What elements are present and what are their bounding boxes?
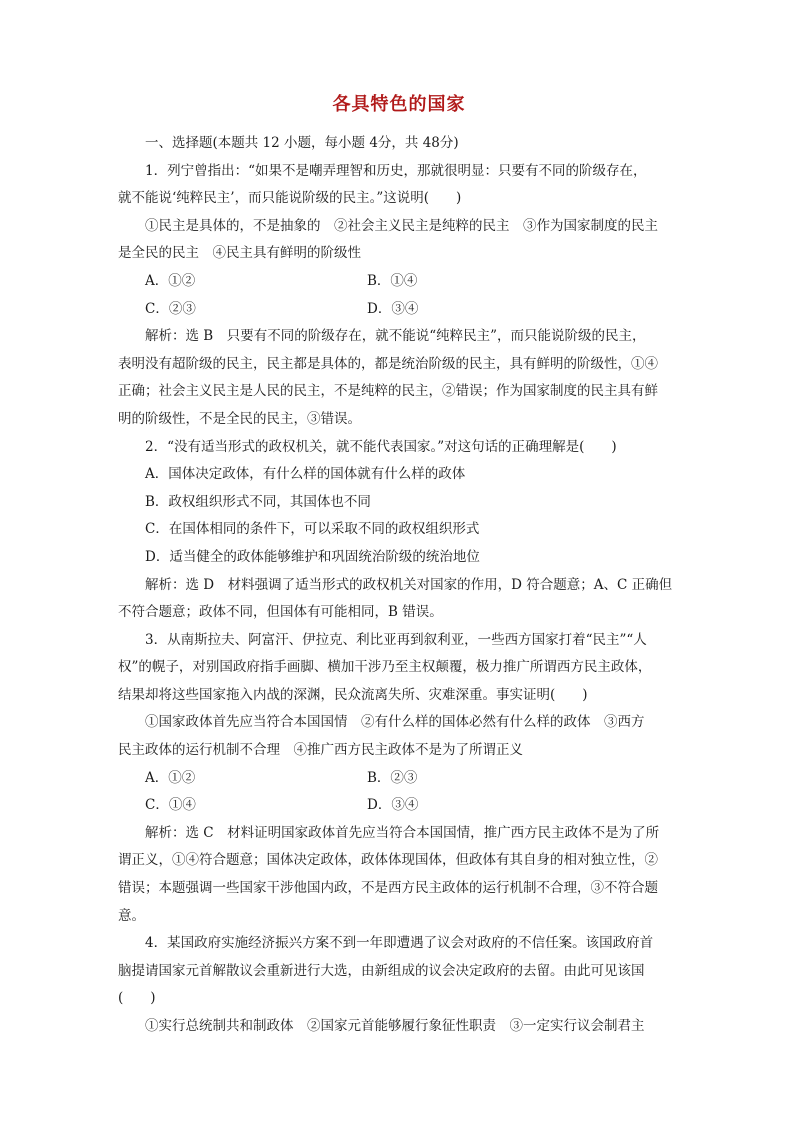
- option-c: C．①④: [145, 797, 196, 814]
- option-b: B．政权组织形式不同，其国体也不同: [145, 493, 371, 510]
- analysis-text: 错误；本题强调一些国家干涉他国内政，不是西方民主政体的运行机制不合理，③不符合题: [118, 880, 658, 897]
- option-row: [118, 268, 680, 296]
- question-stem: 4．某国政府实施经济振兴方案不到一年即遭遇了议会对政府的不信任案。该国政府首: [145, 935, 654, 952]
- question-stem: 2．“没有适当形式的政权机关，就不能代表国家。”对这句话的正确理解是( ): [145, 438, 617, 455]
- question-3: [118, 627, 680, 931]
- option-d: D．③④: [367, 300, 419, 317]
- question-statement: ①国家政体首先应当符合本国国情 ②有什么样的国体必然有什么样的政体 ③西方: [145, 714, 645, 731]
- question-stem: 就不能说‘纯粹民主’，而只能说阶级的民主。”这说明( ): [118, 190, 462, 207]
- analysis-text: 意。: [118, 907, 145, 924]
- document-page: [118, 92, 680, 1041]
- option-row: [118, 296, 680, 324]
- analysis-text: 谓正义，①④符合题意；国体决定政体，政体体现国体，但政体有其自身的相对独立性，②: [118, 852, 658, 869]
- question-stem: 3．从南斯拉夫、阿富汗、伊拉克、利比亚再到叙利亚，一些西方国家打着“民主”“人: [145, 631, 647, 648]
- question-statement: 是全民的民主 ④民主具有鲜明的阶级性: [118, 245, 361, 262]
- option-b: B．②③: [367, 769, 418, 786]
- option-a: A．国体决定政体，有什么样的国体就有什么样的政体: [145, 466, 466, 483]
- analysis-text: 不符合题意；政体不同，但国体有可能相同，B 错误。: [118, 604, 443, 621]
- page-title: 各具特色的国家: [332, 94, 466, 115]
- option-a: A．①②: [145, 272, 196, 289]
- option-a: A．①②: [145, 769, 196, 786]
- question-statement: 民主政体的运行机制不合理 ④推广西方民主政体不是为了所谓正义: [118, 742, 523, 759]
- option-d: D．③④: [367, 797, 419, 814]
- question-statement: ①民主是具体的，不是抽象的 ②社会主义民主是纯粹的民主 ③作为国家制度的民主: [145, 217, 658, 234]
- question-stem: 脑提请国家元首解散议会重新进行大选，由新组成的议会决定政府的去留。由此可见该国: [118, 962, 645, 979]
- question-stem: ( ): [118, 990, 156, 1007]
- option-row: [118, 765, 680, 793]
- question-4: [118, 930, 680, 1040]
- analysis-text: 解析：选 C 材料证明国家政体首先应当符合本国国情，推广西方民主政体不是为了所: [145, 824, 660, 841]
- question-stem: 结果却将这些国家拖入内战的深渊，民众流离失所、灾难深重。事实证明( ): [118, 686, 588, 703]
- analysis-text: 正确；社会主义民主是人民的民主，不是纯粹的民主，②错误；作为国家制度的民主具有鲜: [118, 383, 658, 400]
- section-header: 一、选择题(本题共 12 小题，每小题 4分，共 48分): [145, 135, 459, 151]
- analysis-text: 明的阶级性，不是全民的民主，③错误。: [118, 410, 361, 427]
- question-stem: 权”的幌子，对别国政府指手画脚、横加干涉乃至主权颠覆，极力推广所谓西方民主政体，: [118, 659, 652, 676]
- analysis-text: 解析：选 B 只要有不同的阶级存在，就不能说“纯粹民主”，而只能说阶级的民主，: [145, 328, 646, 345]
- question-2: [118, 434, 680, 627]
- option-c: C．②③: [145, 300, 196, 317]
- question-statement: ①实行总统制共和制政体 ②国家元首能够履行象征性职责 ③一定实行议会制君主: [145, 1018, 645, 1034]
- analysis-text: 表明没有超阶级的民主，民主都是具体的，都是统治阶级的民主，具有鲜明的阶级性，①④: [118, 355, 658, 372]
- option-d: D．适当健全的政体能够维护和巩固统治阶级的统治地位: [145, 548, 480, 565]
- question-1: [118, 158, 680, 434]
- option-row: [118, 792, 680, 820]
- option-b: B．①④: [367, 272, 418, 289]
- option-c: C．在国体相同的条件下，可以采取不同的政权组织形式: [145, 521, 480, 538]
- analysis-text: 解析：选 D 材料强调了适当形式的政权机关对国家的作用，D 符合题意；A、C 正确但: [145, 576, 673, 593]
- question-stem: 1．列宁曾指出：“如果不是嘲弄理智和历史，那就很明显：只要有不同的阶级存在，: [145, 162, 647, 179]
